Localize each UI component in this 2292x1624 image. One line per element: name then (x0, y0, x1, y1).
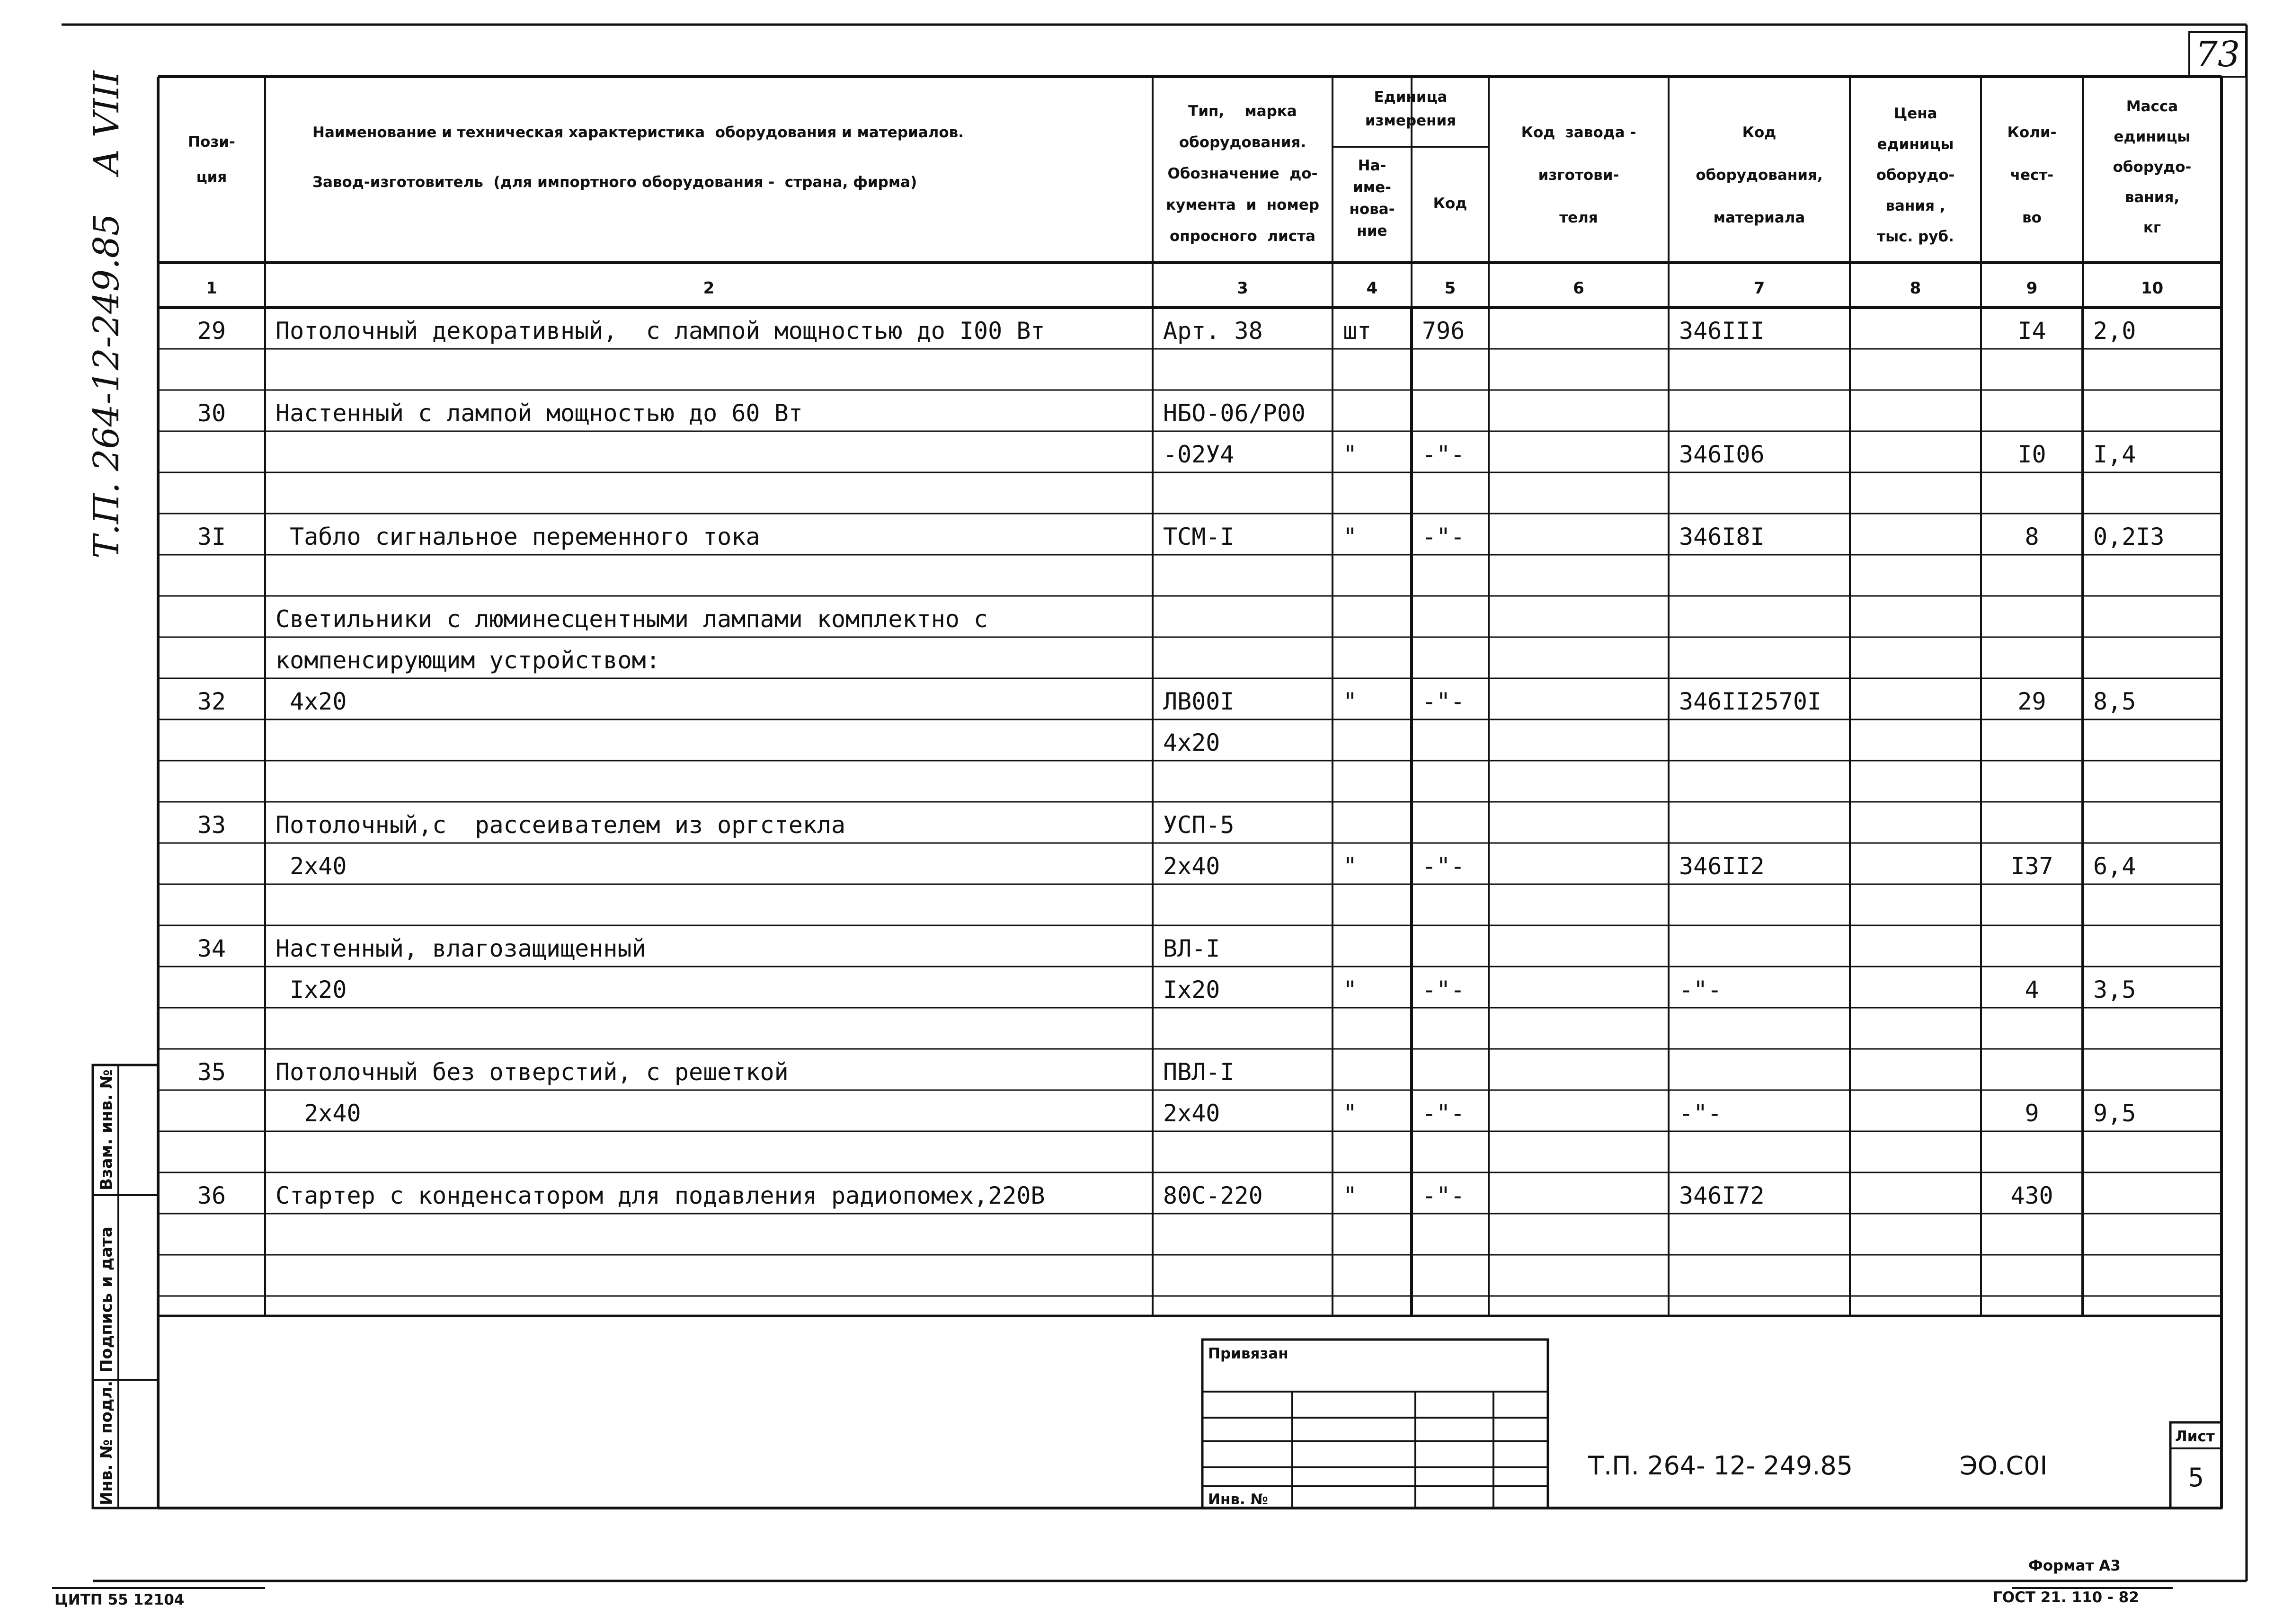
table-row (197, 523, 2165, 550)
cell-name: 2x40 (275, 852, 347, 880)
cell-type: ЛВ00I (1163, 688, 1235, 715)
cell-name: Стартер с конденсатором для подавления радиопомех,220В (275, 1182, 1045, 1209)
page-number-box (2189, 32, 2246, 77)
column-number: 1 (206, 279, 217, 298)
cell-unit: " (1343, 441, 1358, 468)
cell-type: 2x40 (1163, 852, 1220, 880)
table-row (197, 811, 1235, 839)
cell-qty: 9 (2025, 1100, 2039, 1127)
cell-mass: 9,5 (2093, 1100, 2136, 1127)
cell-name: Потолочный,с рассеивателем из оргстекла (275, 811, 846, 839)
column-number: 4 (1366, 279, 1378, 298)
cell-unit: " (1343, 852, 1358, 880)
cell-qty: I4 (2017, 317, 2046, 345)
column-number: 9 (2026, 279, 2038, 298)
cell-qty: I0 (2017, 441, 2046, 468)
cell-unit: " (1343, 688, 1358, 715)
cell-mass: 0,2I3 (2093, 523, 2165, 550)
header-col8-line: оборудо- (1876, 167, 1955, 184)
side-code: Т.П. 264-12-249.85 (86, 213, 127, 559)
cell-type: ВЛ-I (1163, 935, 1220, 962)
doc-section: ЭО.С0I (1960, 1451, 2048, 1481)
cell-unit-code: -"- (1422, 976, 1465, 1003)
header-col3-line: Тип, марка (1188, 103, 1297, 120)
header-col7-line: оборудования, (1696, 167, 1823, 184)
table-row (197, 688, 2136, 715)
cell-pos: 29 (197, 317, 226, 345)
column-number: 7 (1753, 279, 1765, 298)
cell-name: Потолочный без отверстий, с решеткой (275, 1058, 789, 1086)
cell-name: Табло сигнальное переменного тока (275, 523, 760, 550)
cell-qty: 29 (2017, 688, 2046, 715)
cell-pos: 30 (197, 399, 226, 427)
bound-label: Привязан (1208, 1345, 1288, 1362)
cell-qty: 430 (2010, 1182, 2053, 1209)
footer-left: ЦИТП 55 12104 (54, 1591, 185, 1608)
column-number: 6 (1573, 279, 1584, 298)
cell-type: ТСМ-I (1163, 523, 1235, 550)
cell-pos: 33 (197, 811, 226, 839)
header-col2-line1: Наименование и техническая характеристика оборудования и материалов. (312, 124, 964, 141)
header-unit-group-line: измерения (1365, 112, 1457, 129)
sheet-label: Лист (2175, 1428, 2215, 1445)
cell-code: 346I8I (1679, 523, 1765, 550)
cell-unit: " (1343, 523, 1358, 550)
cell-mass: 8,5 (2093, 688, 2136, 715)
frame-lines (52, 25, 2247, 1588)
header-col7-line: материала (1713, 209, 1805, 226)
table-row (197, 1182, 2053, 1209)
header-col3-line: кумента и номер (1165, 196, 1320, 213)
table-row (275, 976, 2136, 1003)
column-number: 3 (1237, 279, 1248, 298)
cell-name: Настенный с лампой мощностью до 60 Вт (275, 399, 803, 427)
header-col8-line: вания , (1885, 197, 1946, 214)
cell-unit-code: -"- (1422, 523, 1465, 550)
table-row (197, 1058, 1235, 1086)
cell-unit: " (1343, 1182, 1358, 1209)
cell-name: 4x20 (275, 688, 347, 715)
cell-mass: 2,0 (2093, 317, 2136, 345)
cell-qty: 8 (2025, 523, 2039, 550)
header-col3-line: оборудования. (1179, 134, 1306, 151)
header-col10-line: вания, (2124, 189, 2180, 206)
cell-code: 346I06 (1679, 441, 1765, 468)
cell-name: Настенный, влагозащищенный (275, 935, 646, 962)
column-number: 10 (2141, 279, 2164, 298)
table-row (275, 852, 2136, 880)
cell-code: -"- (1679, 1100, 1722, 1127)
cell-unit-code: -"- (1422, 1100, 1465, 1127)
cell-code: -"- (1679, 976, 1722, 1003)
cell-type: УСП-5 (1163, 811, 1235, 839)
cell-unit: " (1343, 1100, 1358, 1127)
footer-gost: ГОСТ 21. 110 - 82 (1993, 1589, 2139, 1606)
cell-type: ПВЛ-I (1163, 1058, 1235, 1086)
header-unit-group-line: Единица (1374, 89, 1448, 106)
column-number: 2 (703, 279, 715, 298)
header-col5: Код (1433, 195, 1467, 212)
cell-code: 346I72 (1679, 1182, 1765, 1209)
cell-code: 346III (1679, 317, 1765, 345)
table-row (1163, 729, 1220, 756)
cell-unit-code: -"- (1422, 1182, 1465, 1209)
side-inv-repl-label: Взам. инв. № (97, 1069, 116, 1190)
cell-name: компенсирующим устройством: (275, 647, 660, 674)
table-row (197, 399, 1306, 427)
cell-name: Потолочный декоративный, с лампой мощностью до I00 Вт (275, 317, 1045, 345)
header-col9-line: Коли- (2007, 124, 2057, 141)
header-col4-line: ние (1357, 222, 1387, 240)
cell-type: 80С-220 (1163, 1182, 1263, 1209)
header-col6-line: теля (1559, 209, 1598, 226)
side-code-block (86, 70, 127, 559)
cell-qty: 4 (2025, 976, 2039, 1003)
sheet-number: 5 (2187, 1463, 2204, 1492)
table-row (1163, 441, 2136, 468)
cell-type: Ix20 (1163, 976, 1220, 1003)
table-row (197, 935, 1220, 962)
header-col6-line: Код завода - (1521, 124, 1636, 141)
header-col4-line: име- (1353, 179, 1391, 196)
header-col7-line: Код (1742, 124, 1777, 141)
header-col10-line: Масса (2126, 98, 2178, 115)
table-row (275, 1100, 2136, 1127)
table-row (275, 647, 660, 674)
header-col2-line2: Завод-изготовитель (для импортного оборудования - страна, фирма) (312, 174, 917, 191)
cell-pos: 34 (197, 935, 226, 962)
cell-mass: 3,5 (2093, 976, 2136, 1003)
header-col8-line: единицы (1877, 136, 1954, 153)
table-header (188, 89, 2191, 245)
cell-pos: 32 (197, 688, 226, 715)
table-body (197, 317, 2165, 1209)
title-block (1202, 1340, 2221, 1508)
header-col1-line: Пози- (188, 133, 235, 151)
cell-pos: 35 (197, 1058, 226, 1086)
cell-type: НБО-06/Р00 (1163, 399, 1306, 427)
table-row (197, 317, 2136, 345)
header-col4-line: На- (1358, 157, 1386, 174)
header-col9-line: чест- (2010, 167, 2054, 184)
page-number: 73 (2195, 34, 2240, 75)
header-col9-line: во (2022, 209, 2042, 226)
footer-format: Формат А3 (2028, 1557, 2121, 1574)
cell-type: 2x40 (1163, 1100, 1220, 1127)
header-col10-line: единицы (2114, 128, 2191, 145)
cell-pos: 3I (197, 523, 226, 550)
side-album: А VIII (86, 71, 127, 175)
cell-unit: " (1343, 976, 1358, 1003)
cell-qty: I37 (2010, 852, 2053, 880)
cell-name: Ix20 (275, 976, 347, 1003)
cell-code: 346II2570I (1679, 688, 1822, 715)
cell-code: 346II2 (1679, 852, 1765, 880)
cell-type: 4x20 (1163, 729, 1220, 756)
inv-label: Инв. № (1208, 1491, 1268, 1508)
header-col6-line: изготови- (1538, 167, 1619, 184)
header-col8-line: Цена (1893, 105, 1937, 122)
cell-unit-code: 796 (1422, 317, 1465, 345)
header-col10-line: кг (2143, 219, 2161, 236)
doc-code: Т.П. 264- 12- 249.85 (1588, 1451, 1853, 1481)
header-col3-line: Обозначение до- (1167, 165, 1318, 182)
column-number: 5 (1444, 279, 1456, 298)
cell-name: 2x40 (275, 1100, 361, 1127)
side-inv-orig-label: Инв. № подл. (97, 1380, 116, 1505)
table-row (275, 605, 988, 633)
column-number: 8 (1910, 279, 1921, 298)
cell-type: -02У4 (1163, 441, 1235, 468)
header-col3-line: опросного листа (1169, 228, 1316, 245)
cell-unit: шт (1343, 317, 1372, 345)
cell-unit-code: -"- (1422, 441, 1465, 468)
column-number-row (206, 279, 2163, 298)
header-col4-line: нова- (1349, 201, 1395, 218)
cell-unit-code: -"- (1422, 688, 1465, 715)
cell-mass: 6,4 (2093, 852, 2136, 880)
side-sign-date-label: Подпись и дата (97, 1226, 116, 1373)
header-col10-line: оборудо- (2113, 159, 2192, 176)
cell-pos: 36 (197, 1182, 226, 1209)
cell-type: Арт. 38 (1163, 317, 1263, 345)
header-col1-line: ция (196, 169, 227, 186)
header-col8-line: тыс. руб. (1877, 228, 1954, 245)
cell-unit-code: -"- (1422, 852, 1465, 880)
cell-name: Светильники с люминесцентными лампами комплектно с (275, 605, 988, 633)
cell-mass: I,4 (2093, 441, 2136, 468)
